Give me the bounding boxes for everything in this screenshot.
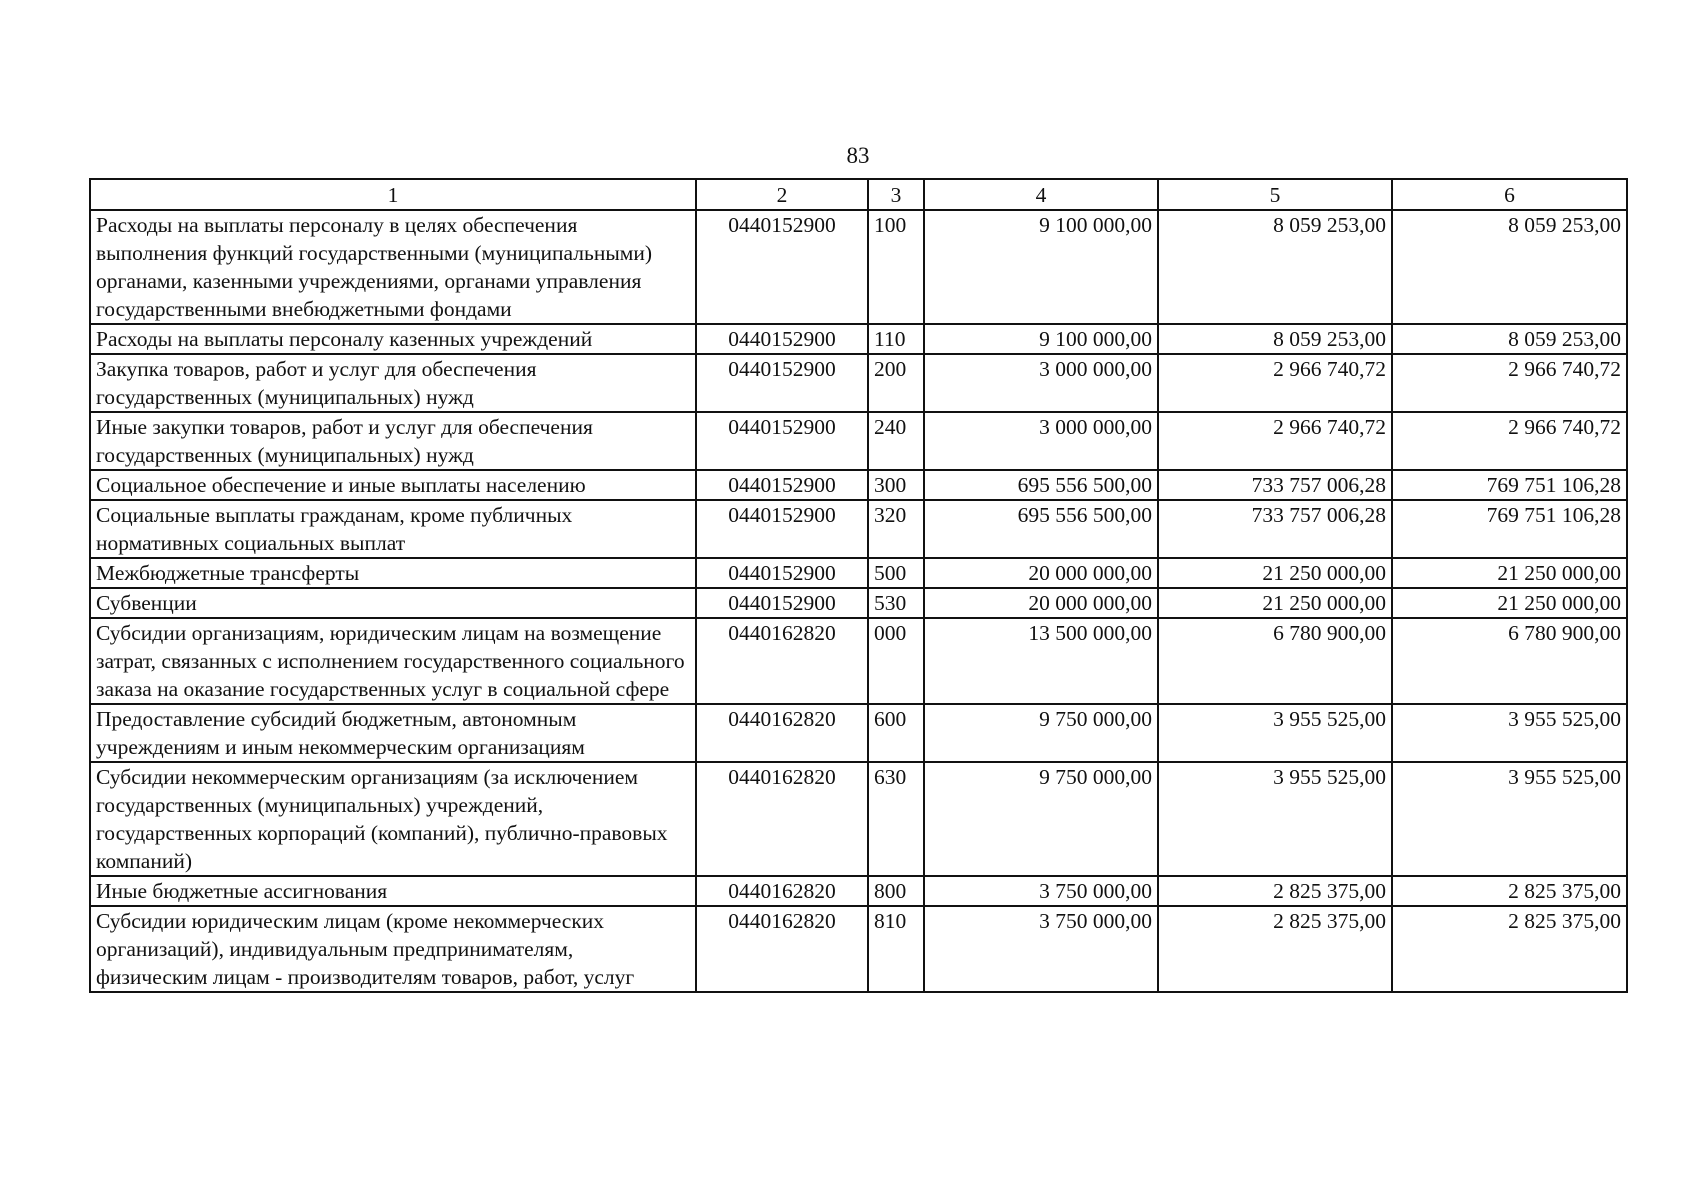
header-row [90, 179, 1627, 210]
expense-name-cell: Социальные выплаты гражданам, кроме публичных нормативных социальных выплат [90, 500, 696, 558]
amount-column-5-cell: 2 825 375,00 [1158, 906, 1392, 992]
column-header-1: 1 [90, 179, 696, 210]
target-article-code-cell: 0440152900 [696, 210, 868, 324]
amount-column-6-cell: 21 250 000,00 [1392, 558, 1627, 588]
expense-type-code-cell: 320 [868, 500, 924, 558]
amount-column-4-cell: 3 000 000,00 [924, 354, 1158, 412]
expense-name-cell: Иные закупки товаров, работ и услуг для обеспечения государственных (муниципальных) нужд [90, 412, 696, 470]
amount-column-4-cell: 3 750 000,00 [924, 906, 1158, 992]
amount-column-6-cell: 2 825 375,00 [1392, 906, 1627, 992]
amount-column-4-cell: 3 000 000,00 [924, 412, 1158, 470]
column-header-5: 5 [1158, 179, 1392, 210]
budget-table [89, 178, 1628, 993]
amount-column-6-cell: 2 825 375,00 [1392, 876, 1627, 906]
amount-column-5-cell: 21 250 000,00 [1158, 588, 1392, 618]
expense-name-cell: Предоставление субсидий бюджетным, автономным учреждениям и иным некоммерческим организациям [90, 704, 696, 762]
expense-name-cell: Иные бюджетные ассигнования [90, 876, 696, 906]
amount-column-6-cell: 3 955 525,00 [1392, 704, 1627, 762]
expense-type-code-cell: 110 [868, 324, 924, 354]
amount-column-4-cell: 13 500 000,00 [924, 618, 1158, 704]
target-article-code-cell: 0440152900 [696, 588, 868, 618]
amount-column-4-cell: 9 100 000,00 [924, 210, 1158, 324]
column-header-2: 2 [696, 179, 868, 210]
expense-name-cell: Расходы на выплаты персоналу в целях обеспечения выполнения функций государственными (муниципальными) органами, казенными учреждениями, органами управления государственными внебюджетными фондами [90, 210, 696, 324]
amount-column-5-cell: 2 825 375,00 [1158, 876, 1392, 906]
target-article-code-cell: 0440152900 [696, 354, 868, 412]
page-number: 83 [846, 143, 870, 168]
expense-type-code-cell: 000 [868, 618, 924, 704]
table-row [90, 500, 1627, 558]
table-row [90, 588, 1627, 618]
amount-column-6-cell: 6 780 900,00 [1392, 618, 1627, 704]
expense-name-cell: Межбюджетные трансферты [90, 558, 696, 588]
amount-column-5-cell: 2 966 740,72 [1158, 412, 1392, 470]
table-row [90, 704, 1627, 762]
amount-column-4-cell: 3 750 000,00 [924, 876, 1158, 906]
expense-name-cell: Субсидии некоммерческим организациям (за исключением государственных (муниципальных) учреждений, государственных корпораций (компаний), публично-правовых компаний) [90, 762, 696, 876]
expense-type-code-cell: 100 [868, 210, 924, 324]
column-header-4: 4 [924, 179, 1158, 210]
amount-column-5-cell: 8 059 253,00 [1158, 324, 1392, 354]
expense-name-cell: Субсидии юридическим лицам (кроме некоммерческих организаций), индивидуальным предпринимателям, физическим лицам - производителям товаров, работ, услуг [90, 906, 696, 992]
amount-column-5-cell: 21 250 000,00 [1158, 558, 1392, 588]
expense-type-code-cell: 630 [868, 762, 924, 876]
table-row [90, 324, 1627, 354]
amount-column-6-cell: 769 751 106,28 [1392, 500, 1627, 558]
amount-column-4-cell: 695 556 500,00 [924, 470, 1158, 500]
expense-name-cell: Субвенции [90, 588, 696, 618]
table-row [90, 470, 1627, 500]
amount-column-4-cell: 9 750 000,00 [924, 704, 1158, 762]
expense-name-cell: Закупка товаров, работ и услуг для обеспечения государственных (муниципальных) нужд [90, 354, 696, 412]
amount-column-5-cell: 733 757 006,28 [1158, 470, 1392, 500]
target-article-code-cell: 0440152900 [696, 324, 868, 354]
amount-column-6-cell: 2 966 740,72 [1392, 412, 1627, 470]
target-article-code-cell: 0440152900 [696, 412, 868, 470]
amount-column-5-cell: 3 955 525,00 [1158, 762, 1392, 876]
table-row [90, 762, 1627, 876]
expense-type-code-cell: 600 [868, 704, 924, 762]
amount-column-6-cell: 3 955 525,00 [1392, 762, 1627, 876]
expense-name-cell: Социальное обеспечение и иные выплаты населению [90, 470, 696, 500]
amount-column-5-cell: 733 757 006,28 [1158, 500, 1392, 558]
amount-column-5-cell: 8 059 253,00 [1158, 210, 1392, 324]
target-article-code-cell: 0440162820 [696, 762, 868, 876]
table-row [90, 412, 1627, 470]
target-article-code-cell: 0440152900 [696, 500, 868, 558]
expense-name-cell: Субсидии организациям, юридическим лицам на возмещение затрат, связанных с исполнением государственного социального заказа на оказание государственных услуг в социальной сфере [90, 618, 696, 704]
amount-column-4-cell: 9 100 000,00 [924, 324, 1158, 354]
table-row [90, 354, 1627, 412]
expense-type-code-cell: 300 [868, 470, 924, 500]
table-row [90, 876, 1627, 906]
amount-column-5-cell: 6 780 900,00 [1158, 618, 1392, 704]
expense-type-code-cell: 800 [868, 876, 924, 906]
amount-column-6-cell: 21 250 000,00 [1392, 588, 1627, 618]
expense-type-code-cell: 200 [868, 354, 924, 412]
table-row [90, 558, 1627, 588]
table-body [90, 210, 1627, 992]
target-article-code-cell: 0440162820 [696, 618, 868, 704]
amount-column-4-cell: 20 000 000,00 [924, 588, 1158, 618]
table-row [90, 906, 1627, 992]
amount-column-4-cell: 9 750 000,00 [924, 762, 1158, 876]
expense-type-code-cell: 810 [868, 906, 924, 992]
amount-column-6-cell: 8 059 253,00 [1392, 324, 1627, 354]
target-article-code-cell: 0440162820 [696, 876, 868, 906]
amount-column-6-cell: 2 966 740,72 [1392, 354, 1627, 412]
target-article-code-cell: 0440152900 [696, 558, 868, 588]
expense-name-cell: Расходы на выплаты персоналу казенных учреждений [90, 324, 696, 354]
amount-column-5-cell: 3 955 525,00 [1158, 704, 1392, 762]
amount-column-6-cell: 769 751 106,28 [1392, 470, 1627, 500]
amount-column-5-cell: 2 966 740,72 [1158, 354, 1392, 412]
column-header-3: 3 [868, 179, 924, 210]
target-article-code-cell: 0440162820 [696, 704, 868, 762]
expense-type-code-cell: 500 [868, 558, 924, 588]
target-article-code-cell: 0440152900 [696, 470, 868, 500]
target-article-code-cell: 0440162820 [696, 906, 868, 992]
amount-column-6-cell: 8 059 253,00 [1392, 210, 1627, 324]
table-row [90, 210, 1627, 324]
amount-column-4-cell: 695 556 500,00 [924, 500, 1158, 558]
expense-type-code-cell: 530 [868, 588, 924, 618]
expense-type-code-cell: 240 [868, 412, 924, 470]
column-header-6: 6 [1392, 179, 1627, 210]
table-row [90, 618, 1627, 704]
amount-column-4-cell: 20 000 000,00 [924, 558, 1158, 588]
